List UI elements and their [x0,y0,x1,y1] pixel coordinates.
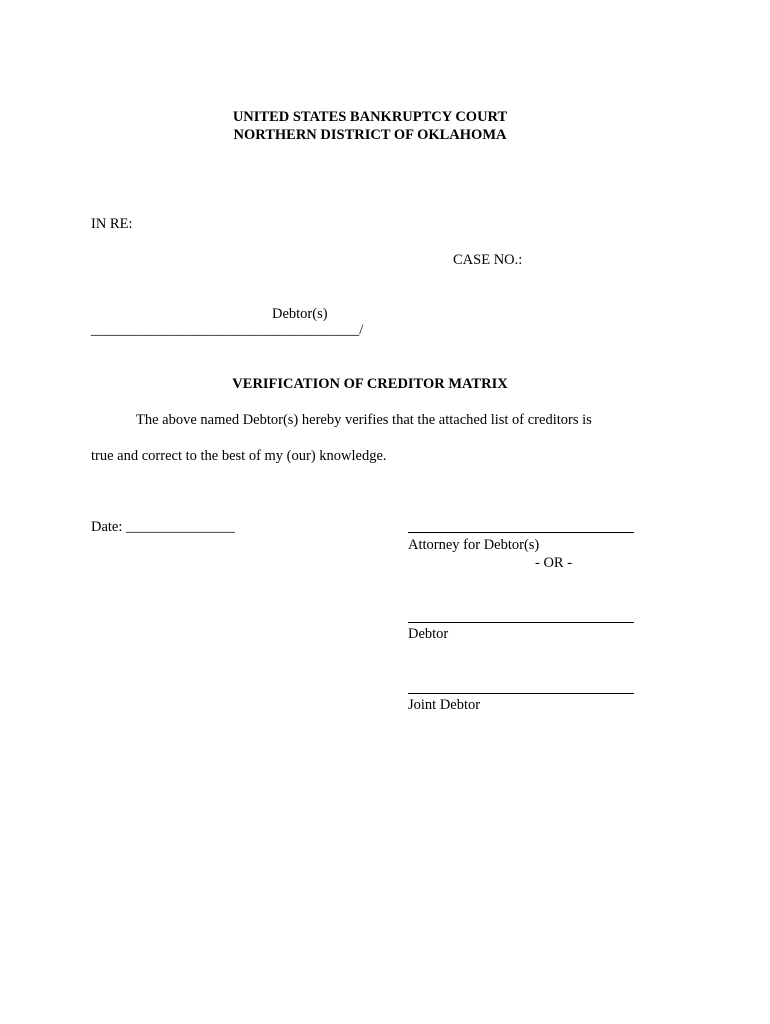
verification-paragraph-line1: The above named Debtor(s) hereby verifies that the attached list of creditors is [136,412,592,428]
attorney-signature-label: Attorney for Debtor(s) [408,537,540,553]
caption-rule: _____________________________________/ [91,322,364,338]
debtors-label: Debtor(s) [272,306,328,322]
or-separator: - OR - [535,555,573,571]
document-title: VERIFICATION OF CREDITOR MATRIX [232,376,508,392]
joint-debtor-signature-label: Joint Debtor [408,697,481,713]
debtor-signature-line [408,622,634,623]
attorney-signature-line [408,532,634,533]
joint-debtor-signature-line [408,693,634,694]
debtor-signature-label: Debtor [408,626,449,642]
case-number-label: CASE NO.: [453,252,523,268]
court-name: UNITED STATES BANKRUPTCY COURT [232,109,508,125]
verification-paragraph-line2: true and correct to the best of my (our) knowledge. [91,448,387,464]
date-field: Date: _______________ [91,519,235,535]
court-district: NORTHERN DISTRICT OF OKLAHOMA [233,127,507,143]
in-re-label: IN RE: [91,216,133,232]
